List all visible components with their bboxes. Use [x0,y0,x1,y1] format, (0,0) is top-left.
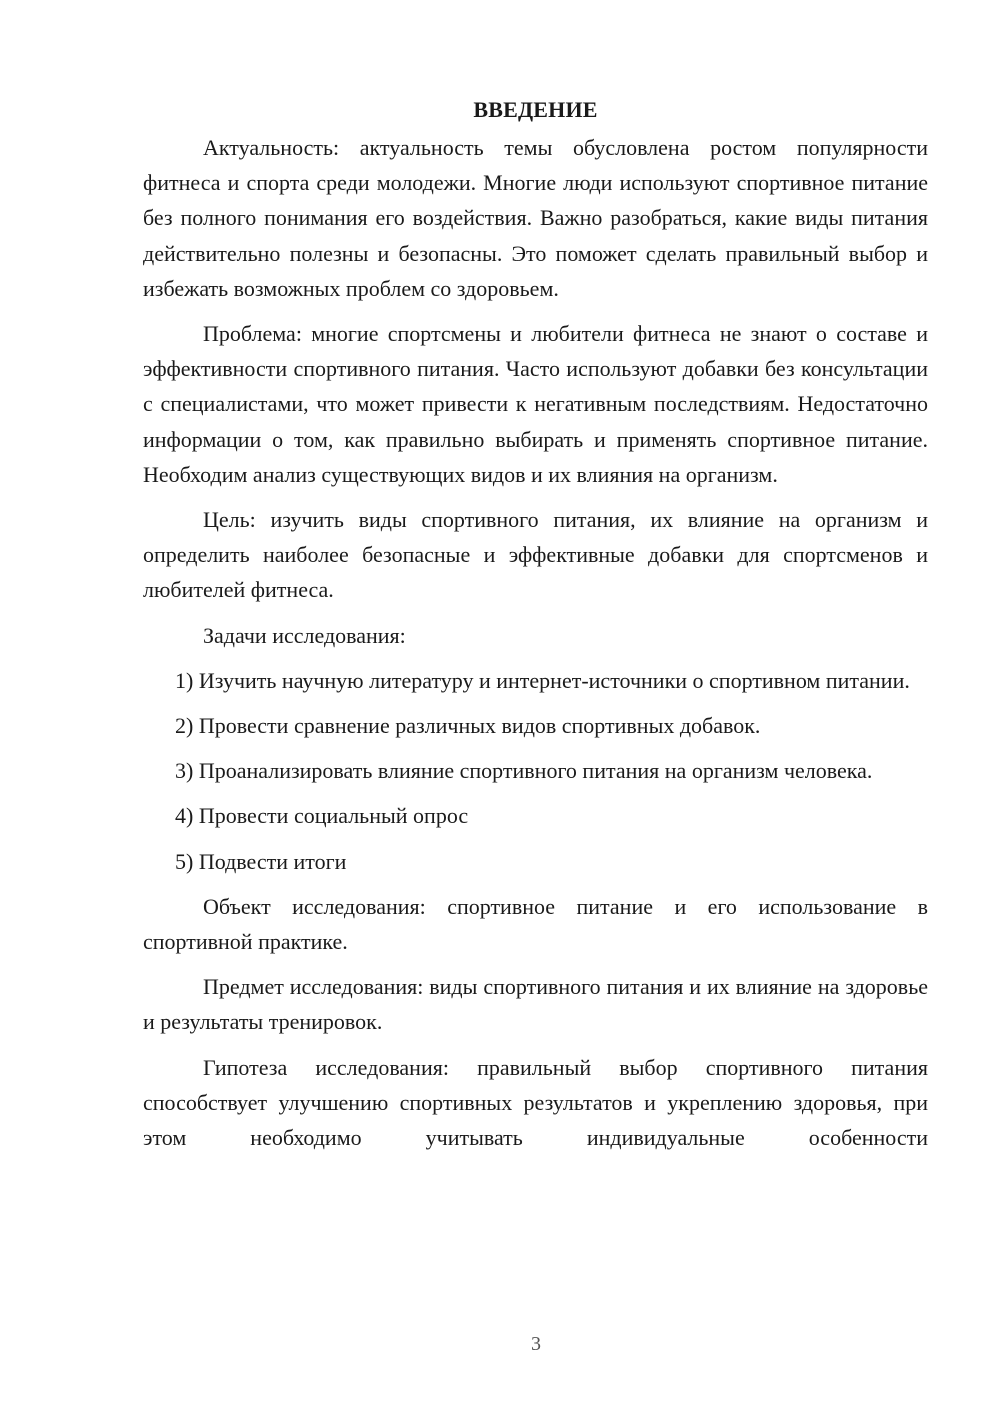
paragraph-goal: Цель: изучить виды спортивного питания, их влияние на организм и определить наиболее безопасные и эффективные добавки для спортсменов и любителей фитнеса. [143,507,928,603]
paragraph-problem: Проблема: многие спортсмены и любители фитнеса не знают о составе и эффективности спортивного питания. Часто используют добавки без консультации с специалистами, что может привести к негативным последствиям. Недостаточно информации о том, как правильно выбирать и применять спортивное питание. Необходим анализ существующих видов и их влияния на организм. [143,321,928,487]
task-item-2: 2) Провести сравнение различных видов спортивных добавок. [175,713,761,739]
section-title: ВВЕДЕНИЕ [473,97,598,122]
page-number: 3 [531,1333,541,1355]
paragraph-subject: Предмет исследования: виды спортивного питания и их влияние на здоровье и результаты тренировок. [143,974,928,1035]
task-item-1: 1) Изучить научную литературу и интернет-источники о спортивном питании. [175,667,910,693]
task-item-3: 3) Проанализировать влияние спортивного питания на организм человека. [175,758,873,784]
document-page [143,92,928,1165]
paragraph-relevance: Актуальность: актуальность темы обусловлена ростом популярности фитнеса и спорта среди молодежи. Многие люди используют спортивное питание без полного понимания его воздействия. Важно разобраться, какие виды питания действительно полезны и безопасны. Это поможет сделать правильный выбор и избежать возможных проблем со здоровьем. [143,135,928,301]
task-item-5: 5) Подвести итоги [175,848,347,874]
paragraph-object: Объект исследования: спортивное питание и его использование в спортивной практике. [143,893,928,955]
paragraph-hypothesis: Гипотеза исследования: правильный выбор спортивного питания способствует улучшению спортивных результатов и укреплению здоровья, при этом необходимо учитывать индивидуальные особенности [143,1054,928,1151]
task-item-4: 4) Провести социальный опрос [175,803,469,829]
paragraph-tasks-heading: Задачи исследования: [203,622,406,648]
